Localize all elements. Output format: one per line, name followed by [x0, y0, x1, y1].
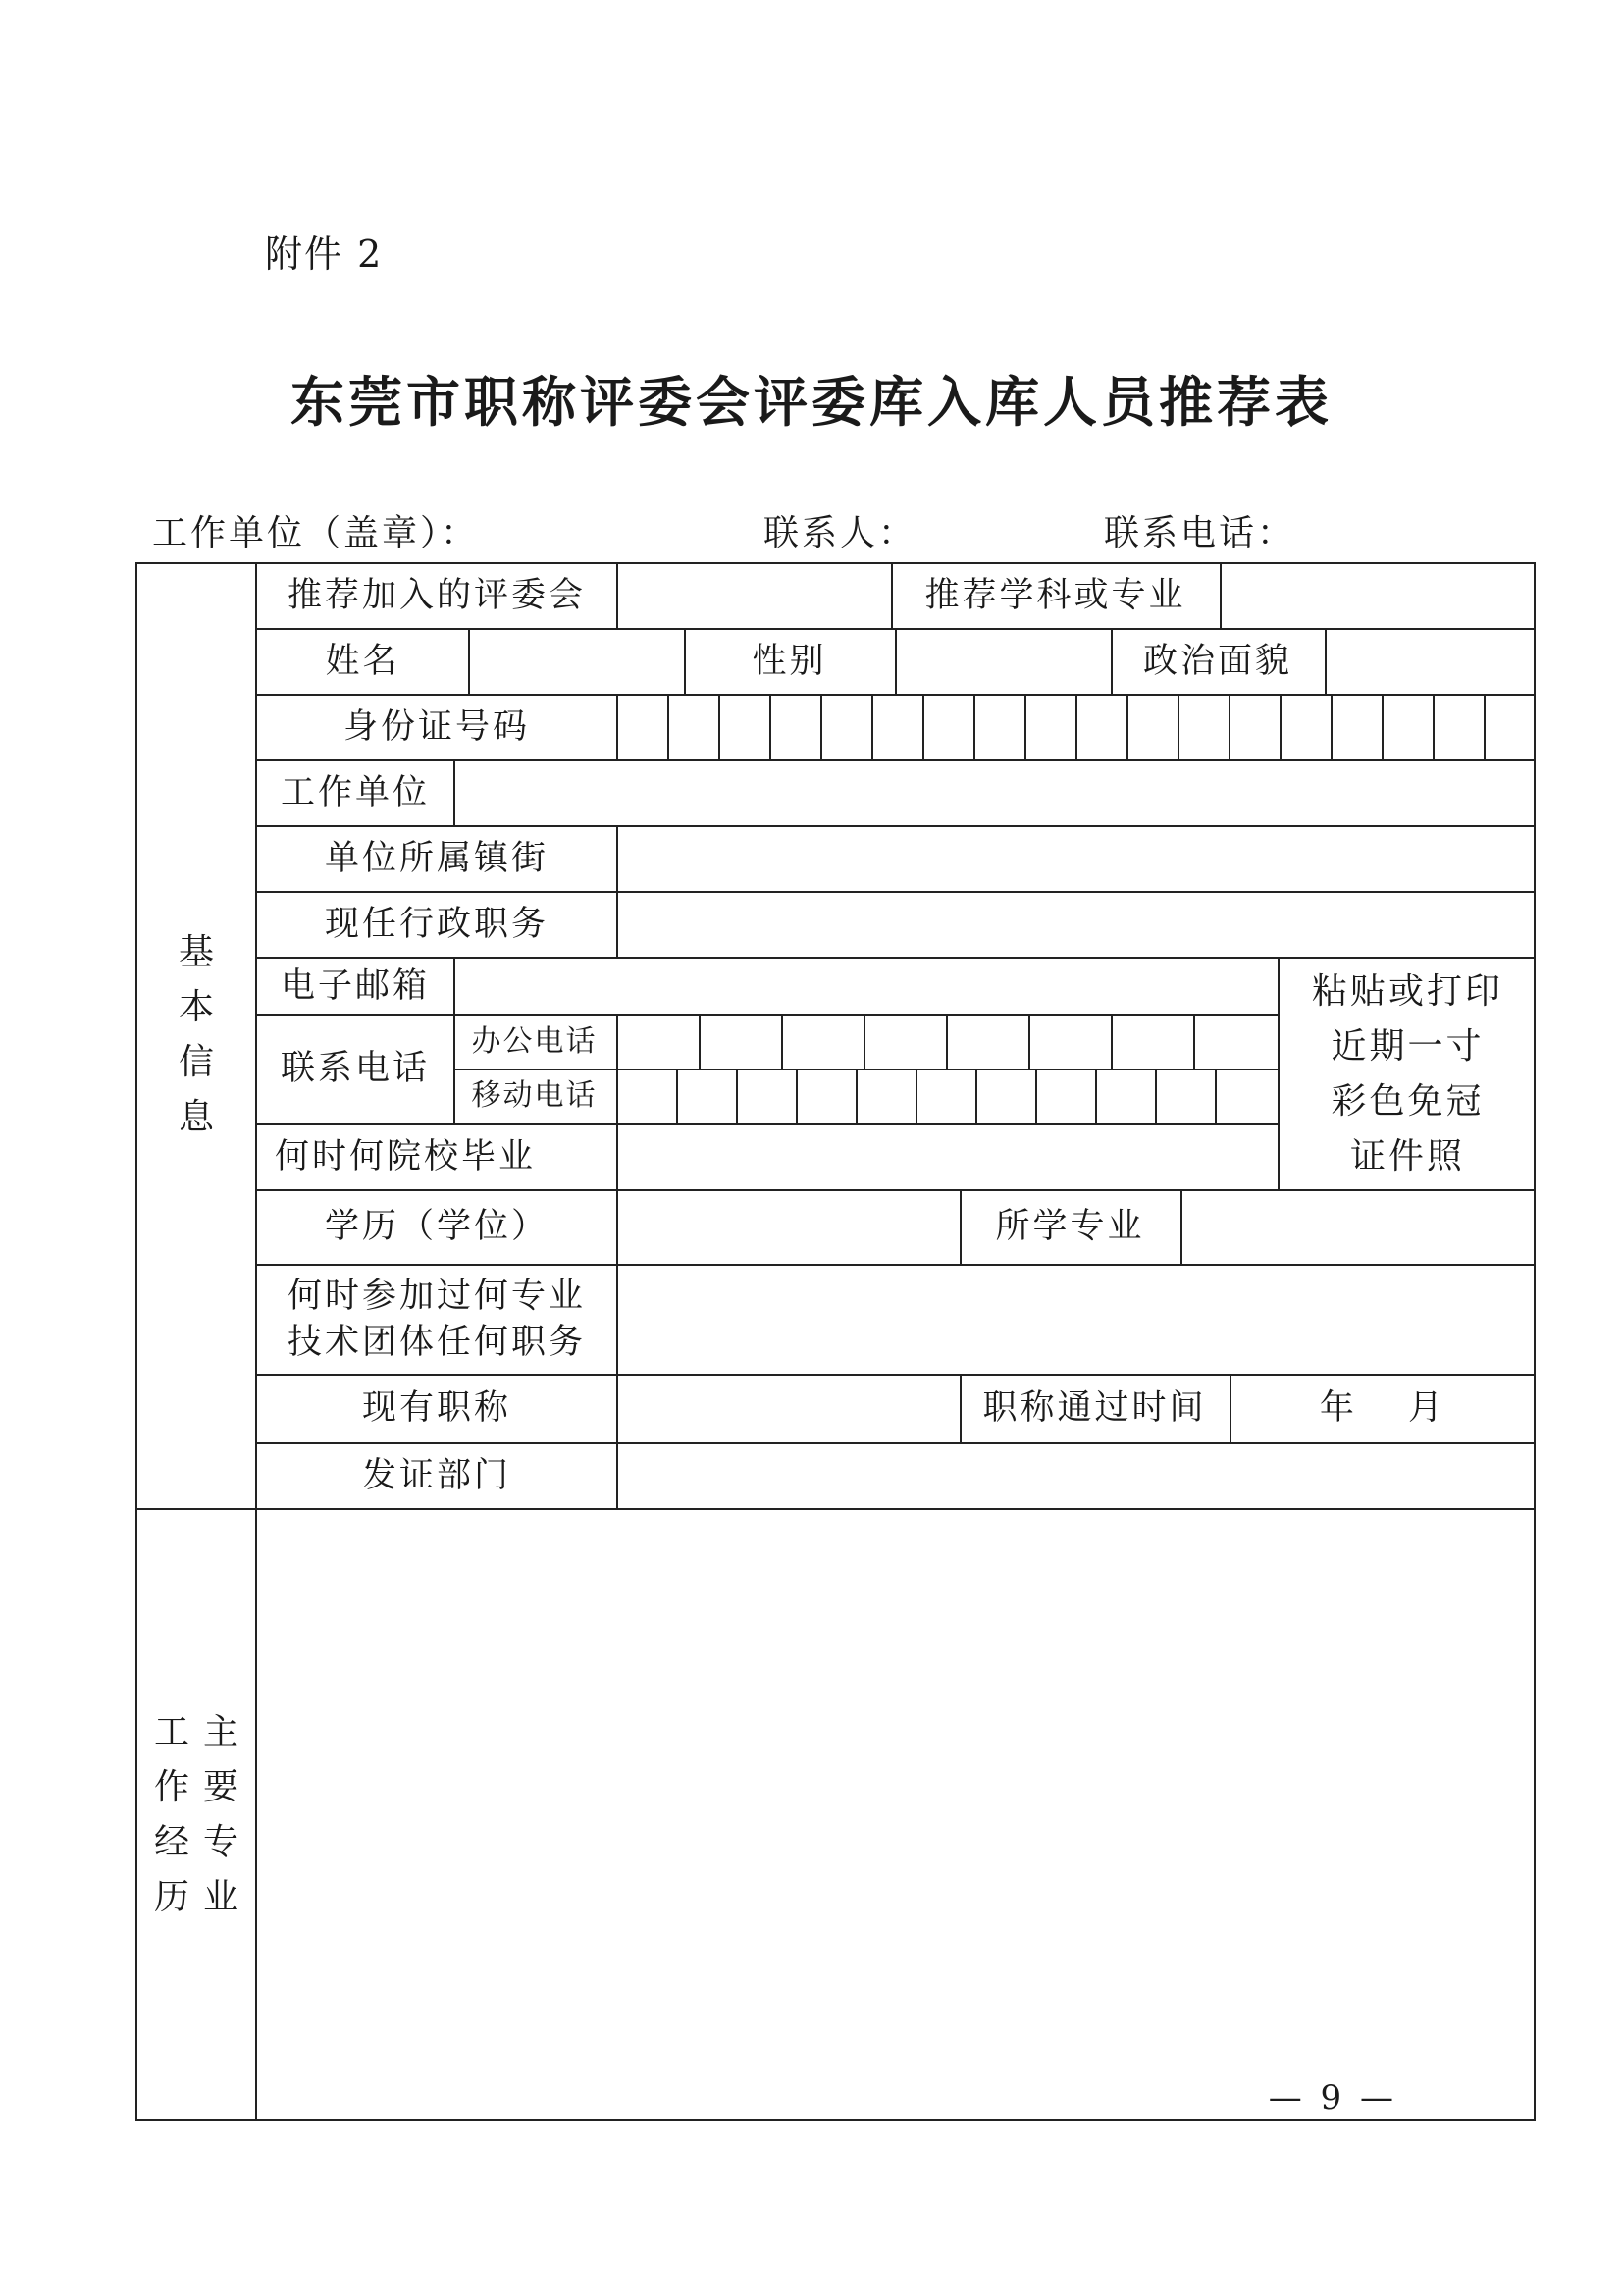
issuer-field[interactable] [616, 1444, 1536, 1508]
grid-line [781, 1016, 783, 1069]
grid-line [820, 696, 822, 759]
grid-line [1433, 696, 1435, 759]
section-basic-info: 基 本 信 息 [178, 932, 214, 1137]
grid-line [1229, 696, 1230, 759]
title-year-month[interactable]: 年 月 [1319, 1388, 1446, 1429]
grid-line [718, 696, 720, 759]
graduated-field[interactable] [616, 1125, 1278, 1189]
grid-line [796, 1070, 798, 1123]
grid-line [1126, 696, 1128, 759]
email-field[interactable] [453, 959, 1278, 1016]
position-field[interactable] [616, 893, 1536, 957]
current-title-label: 现有职称 [361, 1388, 511, 1429]
gender-label: 性别 [752, 641, 827, 681]
grid-line [769, 696, 771, 759]
work-unit-label: 工作单位 [280, 772, 430, 812]
grid-line [975, 1070, 977, 1123]
grid-line [135, 1508, 1536, 1510]
subject-field[interactable] [1220, 564, 1536, 628]
grid-line [699, 1016, 701, 1069]
page-number: — 9 — [1268, 2078, 1397, 2117]
grid-line [916, 1070, 917, 1123]
grid-line [616, 696, 618, 759]
work-unit-stamp-label: 工作单位（盖章）： [152, 513, 480, 553]
grid-line [616, 1070, 618, 1123]
section-work-experience: 工 主 作 要 经 专 历 业 [153, 1712, 239, 1917]
gender-field[interactable] [895, 630, 1111, 694]
name-field[interactable] [468, 630, 684, 694]
grid-line [1382, 696, 1384, 759]
grid-line [1193, 1016, 1195, 1069]
association-label: 何时参加过何专业 技术团体任何职务 [287, 1276, 586, 1362]
grid-line [676, 1070, 678, 1123]
grid-line [1075, 696, 1077, 759]
grid-line [1280, 696, 1282, 759]
committee-field[interactable] [616, 564, 891, 628]
work-unit-field[interactable] [453, 761, 1536, 825]
grid-line [1155, 1070, 1157, 1123]
grid-line [667, 696, 669, 759]
town-field[interactable] [616, 827, 1536, 891]
email-label: 电子邮箱 [280, 966, 430, 1007]
grid-line [1035, 1070, 1037, 1123]
politics-field[interactable] [1325, 630, 1536, 694]
grid-line [922, 696, 924, 759]
committee-label: 推荐加入的评委会 [287, 575, 586, 615]
grid-line [1484, 696, 1486, 759]
grid-line [946, 1016, 948, 1069]
grid-line [1178, 696, 1179, 759]
issuer-label: 发证部门 [361, 1455, 511, 1495]
id-number-label: 身份证号码 [342, 706, 530, 747]
politics-label: 政治面貌 [1142, 641, 1292, 681]
grid-line [1111, 1016, 1113, 1069]
grid-line [1095, 1070, 1097, 1123]
education-field[interactable] [616, 1191, 960, 1264]
name-label: 姓名 [325, 641, 400, 681]
town-label: 单位所属镇街 [324, 838, 549, 878]
contact-person-label: 联系人： [763, 513, 917, 553]
photo-placeholder: 粘贴或打印 近期一寸 彩色免冠 证件照 [1311, 970, 1503, 1176]
grid-line [856, 1070, 858, 1123]
position-label: 现任行政职务 [324, 904, 549, 944]
major-label: 所学专业 [995, 1207, 1145, 1247]
grid-line [1331, 696, 1333, 759]
contact-phone-label: 联系电话： [1104, 513, 1296, 553]
office-phone-label: 办公电话 [471, 1024, 598, 1060]
title-time-label: 职称通过时间 [982, 1388, 1207, 1429]
subject-label: 推荐学科或专业 [924, 575, 1186, 615]
graduated-label: 何时何院校毕业 [275, 1136, 537, 1176]
major-field[interactable] [1180, 1191, 1536, 1264]
work-experience-field[interactable] [257, 1511, 1536, 2119]
grid-line [135, 2119, 1536, 2121]
grid-line [973, 696, 975, 759]
annex-label: 附件 2 [265, 233, 384, 276]
association-field[interactable] [616, 1266, 1536, 1374]
grid-line [871, 696, 873, 759]
mobile-phone-label: 移动电话 [471, 1078, 598, 1114]
current-title-field[interactable] [616, 1376, 960, 1442]
contact-phone-row-label: 联系电话 [280, 1049, 430, 1089]
form-title: 东莞市职称评委会评委库入库人员推荐表 [289, 370, 1333, 434]
grid-line [616, 1016, 618, 1069]
education-label: 学历（学位） [324, 1207, 549, 1247]
grid-line [1024, 696, 1026, 759]
grid-line [864, 1016, 865, 1069]
grid-line [1028, 1016, 1030, 1069]
grid-line [736, 1070, 738, 1123]
grid-line [1215, 1070, 1217, 1123]
